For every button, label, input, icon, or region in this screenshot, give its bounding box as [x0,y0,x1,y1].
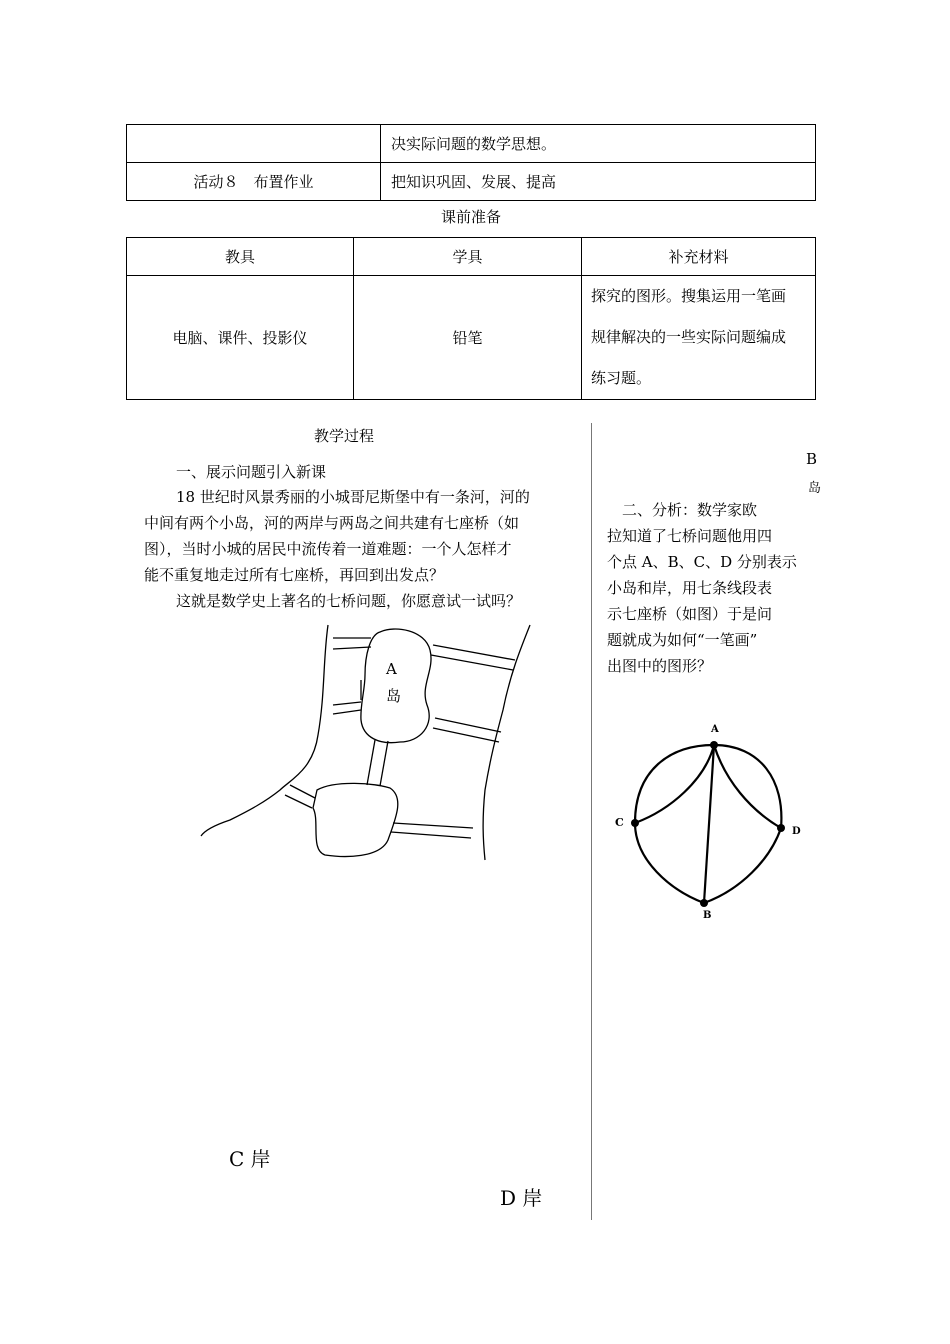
activity-table [126,124,816,201]
paragraph-line: 小岛和岸，用七条线段表 [607,579,773,597]
material-line: 练习题。 [591,369,652,387]
graph-label-c: C [615,816,624,829]
paragraph-line: 出图中的图形？ [607,657,713,675]
table-cell [127,125,381,163]
paragraph-line: 示七座桥（如图）于是问 [607,605,773,623]
node-b [700,899,708,907]
table-header: 学具 [354,238,582,276]
paragraph-line: 题就成为如何“一笔画” [607,631,758,649]
paragraph-line: 图），当时小城的居民中流传着一道难题：一个人怎样才 [144,540,512,558]
analysis-paragraph [607,497,817,679]
node-c [631,819,639,827]
table-row [127,163,816,201]
column-divider [591,423,592,1220]
paragraph-line: 18 世纪时风景秀丽的小城哥尼斯堡中有一条河，河的 [176,488,530,506]
paragraph-line: 中间有两个小岛，河的两岸与两岛之间共建有七座桥（如 [144,514,520,532]
euler-graph [610,720,810,925]
table-cell: 活动８ 布置作业 [127,163,381,201]
map-label-island: 岛 [386,687,402,705]
node-a [710,741,718,749]
table-row [127,125,816,163]
table-header: 教具 [127,238,354,276]
seven-bridges-map [195,620,545,865]
material-line: 规律解决的一些实际问题编成 [591,328,787,346]
story-paragraph [144,484,584,614]
section-heading: 教学过程 [314,427,375,445]
paragraph-line: 能不重复地走过所有七座桥，再回到出发点？ [144,566,445,584]
paragraph-line: 这就是数学史上著名的七桥问题，你愿意试一试吗？ [176,592,522,610]
b-island-label: 岛 [808,481,822,496]
node-d [777,824,785,832]
table-row [127,276,816,400]
table-header: 补充材料 [582,238,816,276]
label-d-bank: D 岸 [500,1186,543,1210]
table-header-row [127,238,816,276]
section-title: 一、展示问题引入新课 [176,463,327,481]
paragraph-line: 二、分析：数学家欧 [607,501,758,519]
prep-heading: 课前准备 [440,208,501,226]
table-cell: 电脑、课件、投影仪 [127,276,354,400]
material-line: 探究的图形。搜集运用一笔画 [591,287,787,305]
label-c-bank: C 岸 [229,1147,271,1171]
material-cell [582,276,816,400]
graph-label-d: D [792,826,801,837]
b-label: B [806,450,818,468]
paragraph-line: 个点 A、B、C、D 分别表示 [607,553,797,571]
graph-label-a: A [711,724,719,735]
map-label-a: A [386,660,397,678]
table-cell: 决实际问题的数学思想。 [381,125,816,163]
graph-label-b: B [703,910,712,921]
table-cell: 把知识巩固、发展、提高 [381,163,816,201]
table-cell: 铅笔 [354,276,582,400]
paragraph-line: 拉知道了七桥问题他用四 [607,527,773,545]
prep-table [126,237,816,400]
